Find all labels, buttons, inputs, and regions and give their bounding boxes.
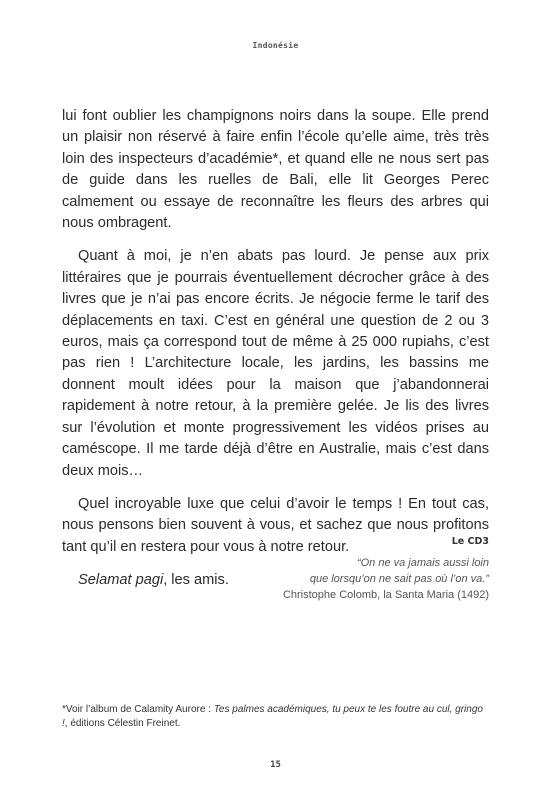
footnote-suffix: , éditions Célestin Freinet. [64,717,181,729]
epigraph-quote-line-1: “On ne va jamais aussi loin [356,557,489,569]
running-header: Indonésie [252,41,299,50]
signature: Le CD3 [451,536,489,547]
footnote-prefix: *Voir l’album de Calamity Aurore : [62,704,214,715]
paragraph-3: Quel incroyable luxe que celui d’avoir le temps ! En tout cas, nous pensons bien souvent à vous, et sachez que nous profitons tant qu’il en restera pour vous à notre retour. [62,495,489,555]
footnote-title: Tes palmes académiques, tu peux te les foutre au cul, gringo ! [62,704,483,729]
epigraph-attribution: Christophe Colomb, la Santa Maria (1492) [282,589,489,601]
greeting-rest: , les amis. [163,572,229,589]
paragraph-1: lui font oublier les champignons noirs dans la soupe. Elle prend un plaisir non réservé à faire enfin l’école qu’elle aime, très très loin des inspecteurs d’académie*, et quand elle ne nous sert pas de guide dans les ruelles de Bali, elle lit Georges Perec calmement ou essaye de reconnaître les fleurs des arbres qui nous ombragent. [62,108,489,232]
page-number: 15 [270,760,281,770]
epigraph [283,555,489,603]
body-text [62,106,489,592]
footnote [62,703,489,730]
paragraph-2: Quant à moi, je n’en abats pas lourd. Je pense aux prix littéraires que je pourrais éventuellement décrocher grâce à des livres que je n’ai pas encore écrits. Je négocie ferme le tarif des déplacements en taxi. C’est en général une question de 2 ou 3 euros, mais ça correspond tout de même à 25 000 rupiahs, c’est pas rien ! L’architecture locale, les jardins, les bassins me donnent moult idées pour la maison que j’abandonnerai rapidement à notre retour, à la première gelée. Je lis des livres sur l’évolution et monte progressivement les vidéos prises au caméscope. Il me tarde déjà d’être en Australie, mais c’est dans deux mois… [62,248,489,479]
epigraph-quote-line-2: que lorsqu’on ne sait pas où l’on va.” [309,573,489,585]
greeting-italic: Selamat pagi [78,572,164,589]
